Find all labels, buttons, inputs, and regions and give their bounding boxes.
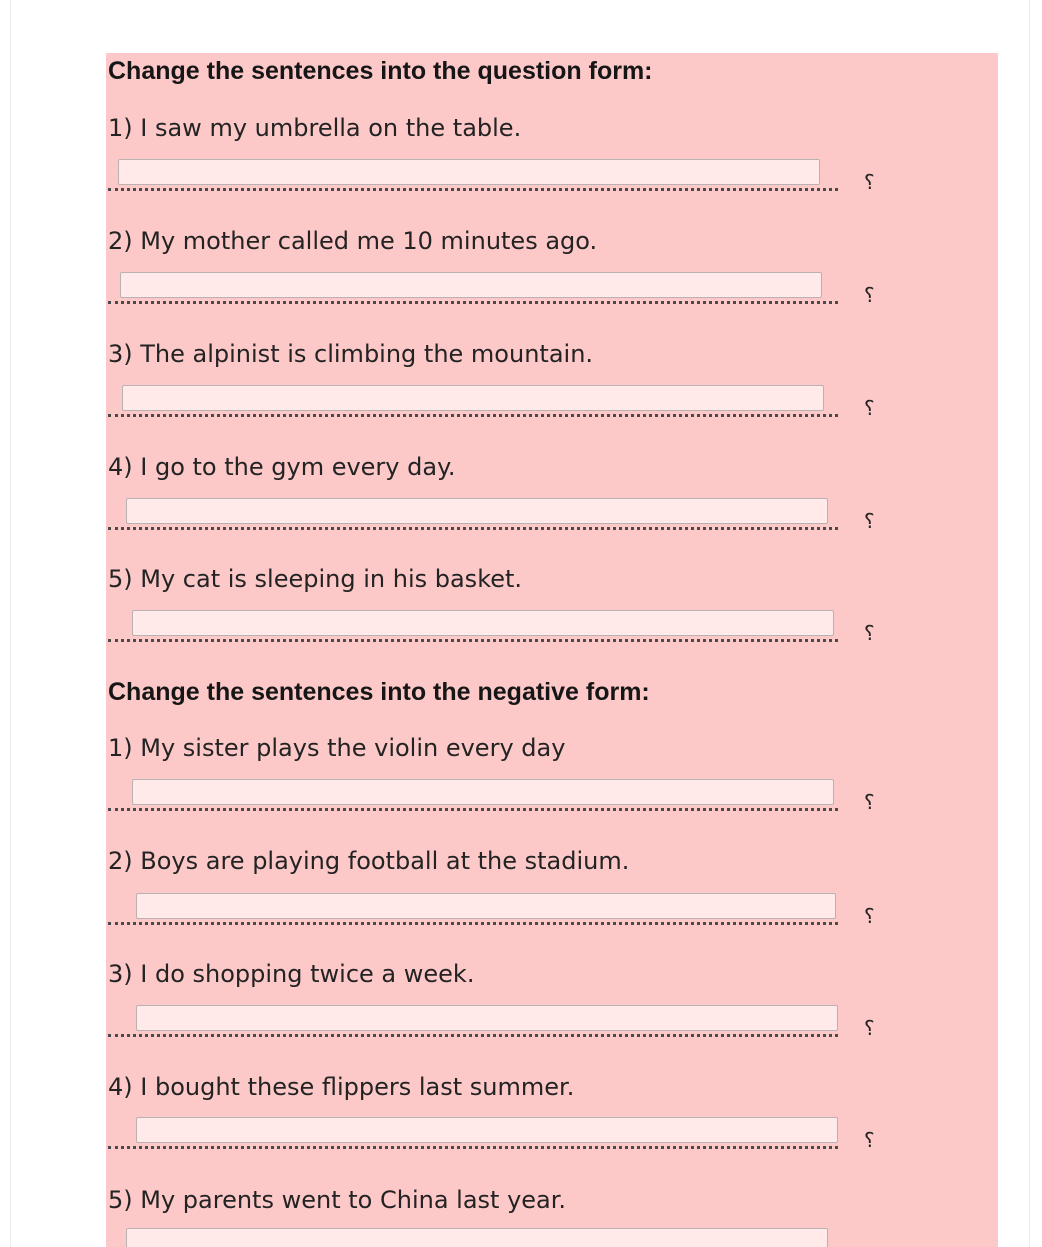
dotted-line (108, 808, 838, 811)
negative-answer-input-3[interactable] (136, 1005, 838, 1031)
question-mark: ? (864, 621, 875, 645)
question-answer-input-4[interactable] (126, 498, 828, 524)
dotted-line (108, 527, 838, 530)
question-answer-input-1[interactable] (118, 159, 820, 185)
question-mark: ? (864, 396, 875, 420)
question-answer-row-4 (108, 498, 938, 538)
dotted-line (108, 922, 838, 925)
negative-sentence-3: 3) I do shopping twice a week. (108, 960, 475, 988)
negative-answer-input-4[interactable] (136, 1117, 838, 1143)
question-section-heading: Change the sentences into the question form: (108, 57, 653, 85)
question-answer-row-2 (108, 272, 938, 312)
negative-sentence-4: 4) I bought these flippers last summer. (108, 1073, 575, 1101)
dotted-line (108, 188, 838, 191)
question-answer-input-2[interactable] (120, 272, 822, 298)
question-answer-row-1 (108, 159, 938, 199)
question-sentence-4: 4) I go to the gym every day. (108, 453, 456, 481)
negative-answer-row-2 (108, 893, 938, 933)
negative-sentence-2: 2) Boys are playing football at the stadium. (108, 847, 630, 875)
negative-answer-row-4 (108, 1117, 938, 1157)
question-sentence-3: 3) The alpinist is climbing the mountain. (108, 340, 594, 368)
negative-answer-row-5 (108, 1228, 938, 1247)
question-answer-row-3 (108, 385, 938, 425)
negative-answer-row-3 (108, 1005, 938, 1045)
negative-section-heading: Change the sentences into the negative form: (108, 678, 650, 706)
question-mark: ? (864, 790, 875, 814)
question-mark: ? (864, 509, 875, 533)
dotted-line (108, 639, 838, 642)
question-sentence-2: 2) My mother called me 10 minutes ago. (108, 227, 598, 255)
question-sentence-5: 5) My cat is sleeping in his basket. (108, 565, 523, 593)
question-mark: ? (864, 1016, 875, 1040)
negative-sentence-1: 1) My sister plays the violin every day (108, 734, 566, 762)
question-mark: ? (864, 170, 875, 194)
dotted-line (108, 1146, 838, 1149)
negative-answer-row-1 (108, 779, 938, 819)
negative-answer-input-1[interactable] (132, 779, 834, 805)
negative-answer-input-2[interactable] (136, 893, 836, 919)
question-answer-row-5 (108, 610, 938, 650)
question-mark: ? (864, 1128, 875, 1152)
question-mark: ? (864, 904, 875, 928)
dotted-line (108, 1034, 838, 1037)
dotted-line (108, 301, 838, 304)
negative-sentence-5: 5) My parents went to China last year. (108, 1186, 567, 1214)
question-answer-input-3[interactable] (122, 385, 824, 411)
question-sentence-1: 1) I saw my umbrella on the table. (108, 114, 522, 142)
dotted-line (108, 414, 838, 417)
negative-answer-input-5[interactable] (126, 1228, 828, 1247)
question-answer-input-5[interactable] (132, 610, 834, 636)
question-mark: ? (864, 283, 875, 307)
